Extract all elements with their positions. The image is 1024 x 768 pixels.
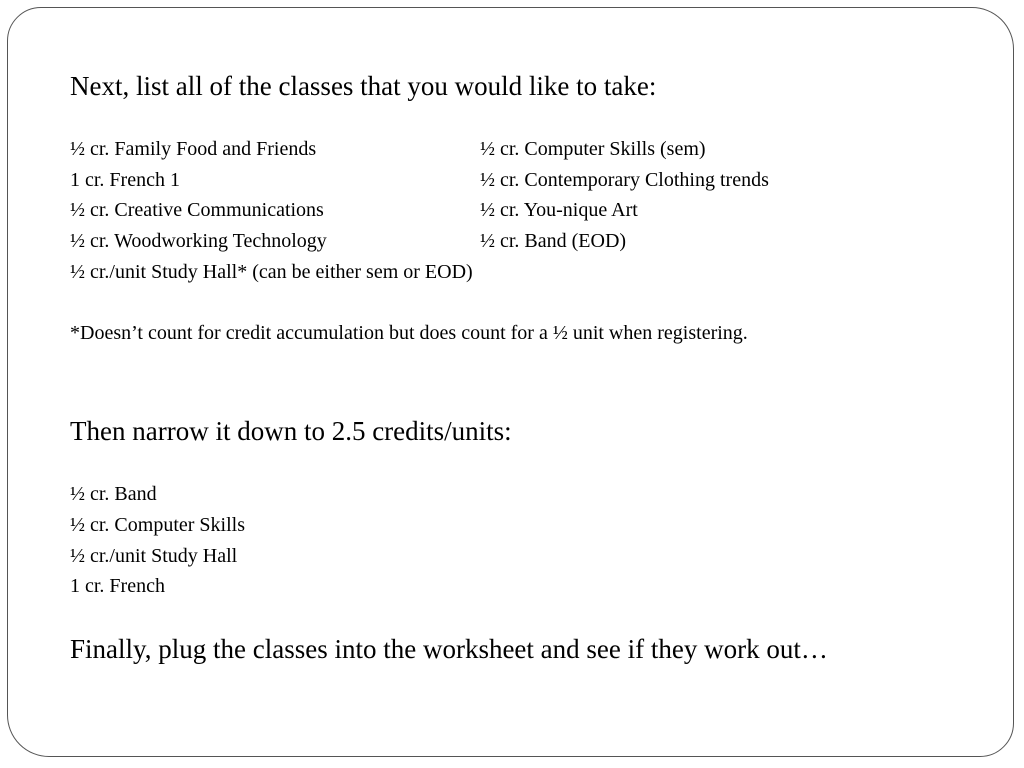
class-option: ½ cr. Computer Skills (sem) — [480, 138, 706, 160]
narrowed-class-list — [70, 479, 970, 602]
footnote: *Doesn’t count for credit accumulation but does count for a ½ unit when registering. — [70, 322, 748, 345]
heading-list-classes: Next, list all of the classes that you would like to take: — [70, 71, 657, 101]
heading-finally: Finally, plug the classes into the worksheet and see if they work out… — [70, 633, 828, 664]
study-hall-option: ½ cr./unit Study Hall* (can be either sem or EOD) — [70, 260, 473, 283]
class-option: ½ cr. Family Food and Friends — [70, 138, 317, 160]
heading-narrow-down: Then narrow it down to 2.5 credits/units: — [70, 416, 512, 447]
narrowed-class-item: ½ cr. Band — [70, 483, 157, 506]
class-option: 1 cr. French 1 — [70, 168, 180, 191]
class-option: ½ cr. Contemporary Clothing trends — [480, 168, 769, 191]
narrowed-class-item: ½ cr./unit Study Hall — [70, 544, 238, 567]
narrowed-class-item: ½ cr. Computer Skills — [70, 513, 245, 536]
narrowed-class-item: 1 cr. French — [70, 575, 165, 598]
class-option: ½ cr. Band (EOD) — [480, 230, 627, 253]
class-option: ½ cr. Woodworking Technology — [70, 230, 327, 253]
class-option: ½ cr. Creative Communications — [70, 199, 324, 222]
class-option: ½ cr. You-nique Art — [480, 199, 638, 222]
slide-content — [70, 68, 970, 667]
class-options-list — [70, 134, 970, 257]
